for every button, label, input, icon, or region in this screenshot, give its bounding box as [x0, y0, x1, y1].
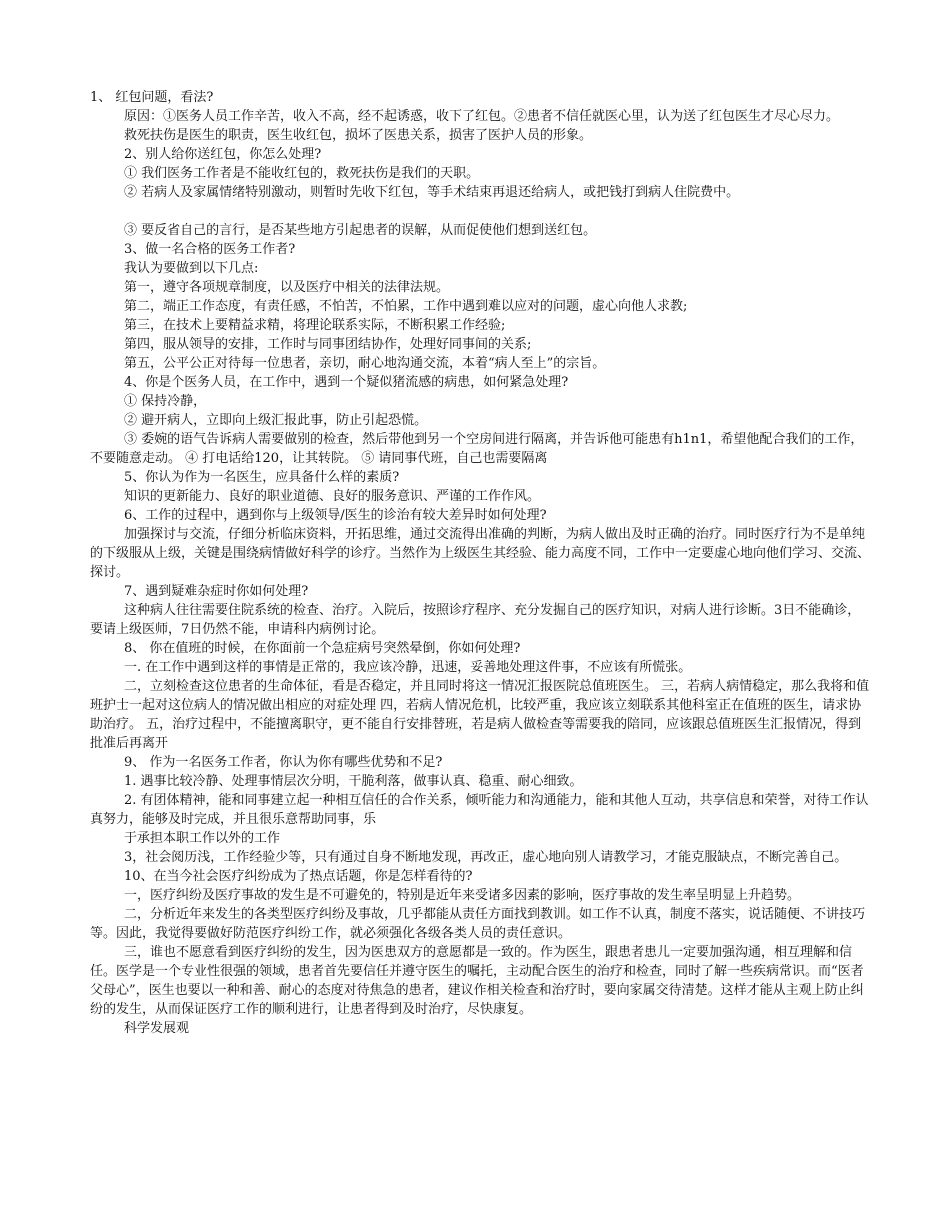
paragraph-line: 第二，端正工作态度，有责任感，不怕苦，不怕累，工作中遇到难以应对的问题，虚心向他人求教; — [124, 299, 688, 314]
paragraph-line: 一，医疗纠纷及医疗事故的发生是不可避免的，特别是近年来受诸多因素的影响，医疗事故的发生率呈明显上升趋势。 — [124, 888, 801, 903]
paragraph-line: ② 避开病人，立即向上级汇报此事，防止引起恐慌。 — [124, 413, 428, 428]
paragraph-line: 2、别人给你送红包，你怎么处理? — [124, 147, 322, 162]
paragraph-line: 知识的更新能力、良好的职业道德、良好的服务意识、严谨的工作作风。 — [124, 489, 541, 504]
paragraph-line: 二，分析近年来发生的各类型医疗纠纷及事故，几乎都能从责任方面找到教训。如工作不认真，制度不落实，说话随便、不讲技巧等。因此，我觉得要做好防范医疗纠纷工作，就必须强化各级各类人员的责任意识。 — [90, 907, 866, 941]
paragraph-line: 于承担本职工作以外的工作 — [124, 831, 281, 846]
paragraph-line: 2. 有团体精神，能和同事建立起一种相互信任的合作关系，倾听能力和沟通能力，能和其他人互动，共享信息和荣誉，对待工作认真努力，能够及时完成，并且很乐意帮助同事，乐 — [90, 793, 869, 827]
paragraph-line: 第五，公平公正对待每一位患者，亲切，耐心地沟通交流，本着“病人至上”的宗旨。 — [124, 356, 606, 371]
paragraph-line: 加强探讨与交流，仔细分析临床资料，开拓思维，通过交流得出准确的判断，为病人做出及时正确的治疗。同时医疗行为不是单纯的下级服从上级，关键是围绕病情做好科学的诊疗。当然作为上级医生其经验、能力高度不同，工作中一定要虚心地向他们学习、交流、探讨。 — [90, 527, 871, 580]
paragraph-line: 9、 作为一名医务工作者，你认为你有哪些优势和不足? — [124, 755, 443, 770]
paragraph-line: 1、 红包问题，看法? — [90, 90, 214, 105]
paragraph-line: ① 保持冷静， — [124, 394, 207, 409]
document-body — [90, 88, 870, 1038]
paragraph-line: 三，谁也不愿意看到医疗纠纷的发生，因为医患双方的意愿都是一致的。作为医生，跟患者患儿一定要加强沟通，相互理解和信任。医学是一个专业性很强的领域，患者首先要信任并遵守医生的嘱托，主动配合医生的治疗和检查，同时了解一些疾病常识。而“医者父母心”，医生也要以一种和善、耐心的态度对待焦急的患者，建议作相关检查和治疗时，要向家属交待清楚。这样才能从主观上防止纠纷的发生，从而保证医疗工作的顺利进行，让患者得到及时治疗，尽快康复。 — [90, 945, 864, 1017]
paragraph-line: 科学发展观 — [124, 1021, 190, 1036]
blank-line — [90, 202, 870, 221]
paragraph-line: 第一，遵守各项规章制度，以及医疗中相关的法律法规。 — [124, 280, 450, 295]
paragraph-line: 我认为要做到以下几点: — [124, 261, 259, 276]
paragraph-line: 4、你是个医务人员，在工作中，遇到一个疑似猪流感的病患，如何紧急处理? — [124, 375, 569, 390]
paragraph-line: 10、在当今社会医疗纠纷成为了热点话题，你是怎样看待的? — [124, 869, 473, 884]
paragraph-line: 第三，在技术上要精益求精，将理论联系实际，不断积累工作经验; — [124, 318, 506, 333]
paragraph-line: ② 若病人及家属情绪特别激动，则暂时先收下红包，等手术结束再退还给病人，或把钱打到病人住院费中。 — [124, 185, 740, 200]
paragraph-line: 1. 遇事比较冷静、处理事情层次分明，干脆利落，做事认真、稳重、耐心细致。 — [124, 774, 583, 789]
paragraph-line: 6、工作的过程中，遇到你与上级领导/医生的诊治有较大差异时如何处理? — [124, 508, 547, 523]
paragraph-line: 原因：①医务人员工作辛苦，收入不高，经不起诱惑，收下了红包。②患者不信任就医心里，认为送了红包医生才尽心尽力。 — [124, 109, 840, 124]
paragraph-line: ③ 要反省自己的言行，是否某些地方引起患者的误解，从而促使他们想到送红包。 — [124, 223, 597, 238]
paragraph-line: 5、你认为作为一名医生，应具备什么样的素质? — [124, 470, 400, 485]
paragraph-line: ① 我们医务工作者是不能收红包的，救死扶伤是我们的天职。 — [124, 166, 480, 181]
paragraph-line: 一. 在工作中遇到这样的事情是正常的，我应该冷静，迅速，妥善地处理这件事，不应该有所慌张。 — [124, 660, 692, 675]
paragraph-line: 二，立刻检查这位患者的生命体征，看是否稳定，并且同时将这一情况汇报医院总值班医生。 三，若病人病情稳定，那么我将和值班护士一起对这位病人的情况做出相应的对症处理 四，若病人情况危机，比较严重，我应该立刻联系其他科室正在值班的医生，请求协助治疗。 五，治疗过程中，不能擅离职守，更不能自行安排替班，若是病人做检查等需要我的陪同，应该跟总值班医生汇报情况，得到批准后再离开 — [90, 679, 870, 751]
paragraph-line: 第四，服从领导的安排，工作时与同事团结协作，处理好同事间的关系; — [124, 337, 532, 352]
paragraph-line: 8、 你在值班的时候，在你面前一个急症病号突然晕倒，你如何处理? — [124, 641, 521, 656]
paragraph-line: ③ 委婉的语气告诉病人需要做别的检查，然后带他到另一个空房间进行隔离，并告诉他可能患有h1n1，希望他配合我们的工作，不要随意走动。 ④ 打电话给120，让其转院。 ⑤ 请同事代班，自己也需要隔离 — [90, 432, 864, 466]
paragraph-line: 3、做一名合格的医务工作者? — [124, 242, 296, 257]
paragraph-line: 7、遇到疑难杂症时你如何处理? — [124, 584, 309, 599]
paragraph-line: 3，社会阅历浅，工作经验少等，只有通过自身不断地发现，再改正，虚心地向别人请教学习，才能克服缺点，不断完善自己。 — [124, 850, 848, 865]
paragraph-line: 救死扶伤是医生的职责，医生收红包，损坏了医患关系，损害了医护人员的形象。 — [124, 128, 593, 143]
paragraph-line: 这种病人往往需要住院系统的检查、治疗。入院后，按照诊疗程序、充分发掘自己的医疗知识，对病人进行诊断。3日不能确诊，要请上级医师，7日仍然不能，申请科内病例讨论。 — [90, 603, 861, 637]
